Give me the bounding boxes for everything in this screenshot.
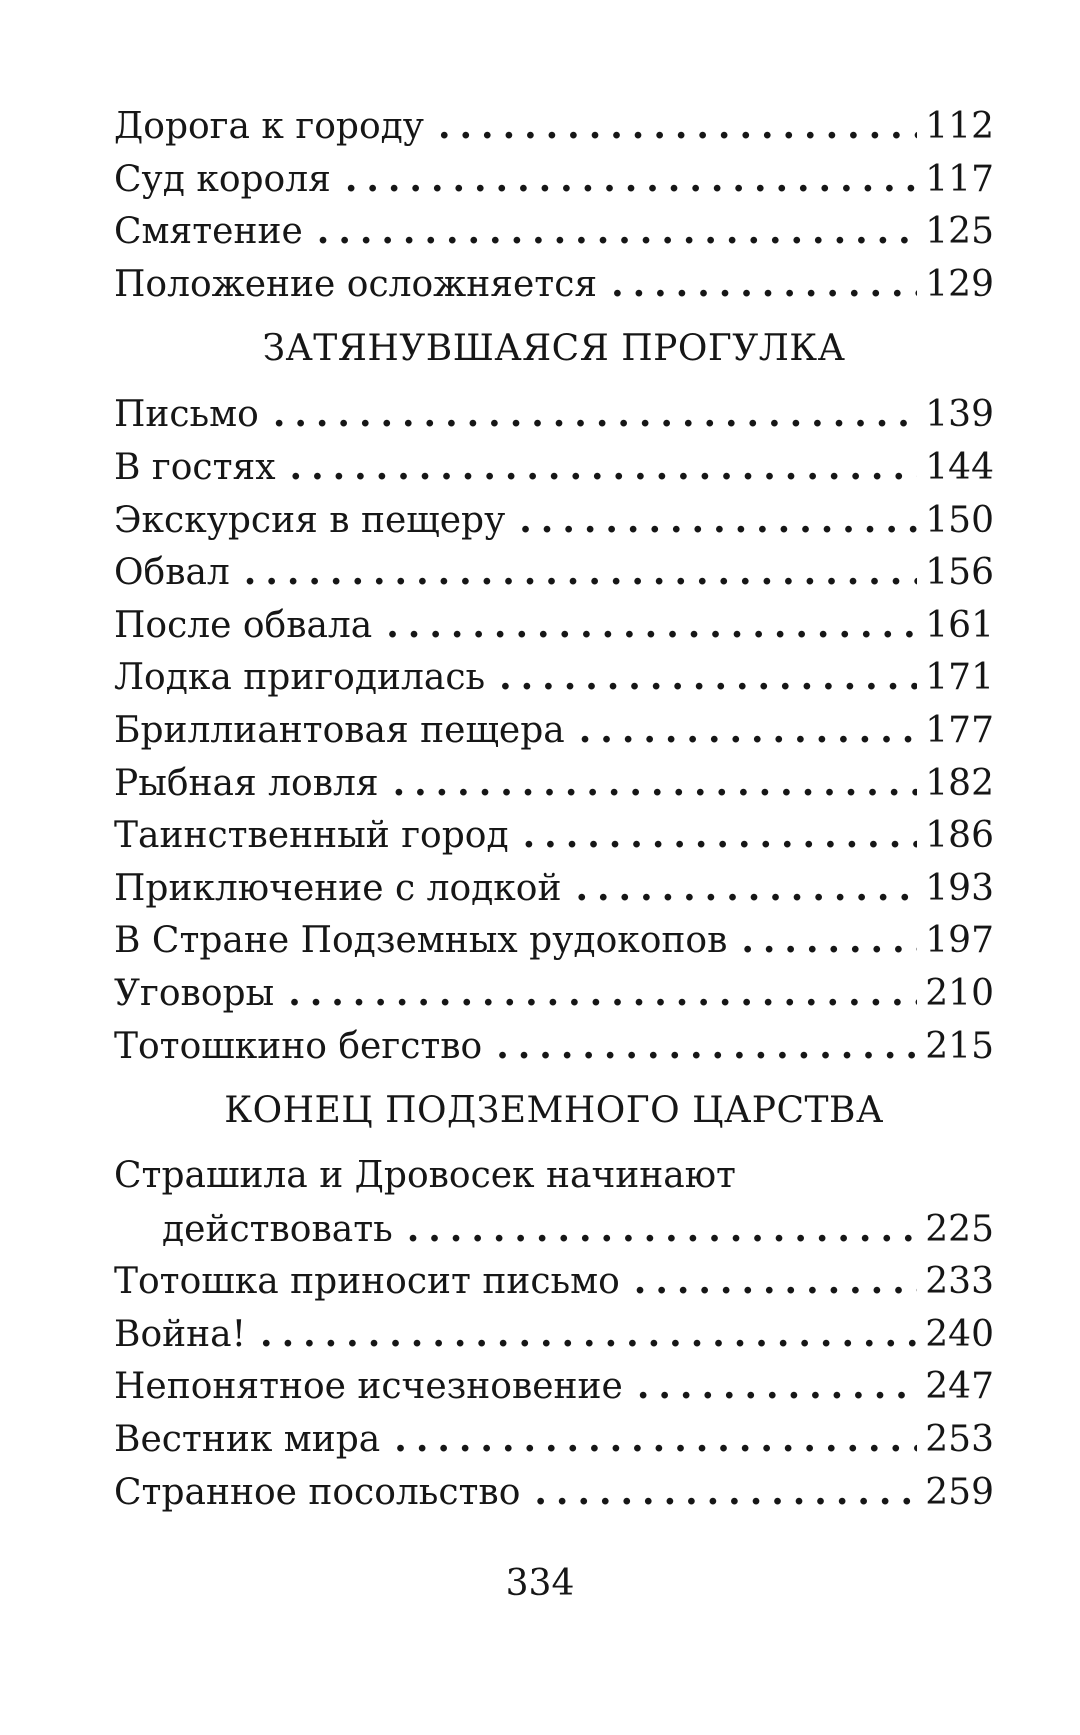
- toc-entry-title: Суд короля: [114, 158, 331, 200]
- toc-entry-title: Приключение с лодкой: [114, 867, 562, 909]
- toc-entry-title: Страшила и Дровосек начинают: [114, 1155, 736, 1197]
- toc-entry-title: Обвал: [114, 552, 230, 594]
- toc-entry: [114, 599, 994, 652]
- toc-entry-page: 125: [925, 211, 994, 253]
- toc-entry-title: Экскурсия в пещеру: [114, 499, 506, 541]
- page-number: 334: [505, 1563, 575, 1604]
- dot-leader: [611, 258, 917, 311]
- section-heading: КОНЕЦ ПОДЗЕМНОГО ЦАРСТВА: [224, 1090, 884, 1132]
- toc-entry: [114, 967, 994, 1020]
- toc-entry-page: 247: [925, 1366, 994, 1408]
- toc-entry-page: 240: [925, 1313, 994, 1355]
- toc-entry-title: действовать: [162, 1208, 393, 1250]
- toc-entry: [114, 494, 994, 547]
- dot-leader: [519, 494, 917, 547]
- toc-entry-page: 150: [925, 499, 994, 541]
- dot-leader: [499, 651, 917, 704]
- dot-leader: [260, 1308, 917, 1361]
- toc-entry-title: Уговоры: [114, 972, 275, 1014]
- toc-entry-page: 139: [925, 394, 994, 436]
- toc-entry-title: Война!: [114, 1313, 247, 1355]
- toc-entry-title: Бриллиантовая пещера: [114, 709, 565, 751]
- dot-leader: [407, 1203, 918, 1256]
- toc-entry: [114, 388, 994, 441]
- toc-entry-page: 186: [925, 815, 994, 857]
- dot-leader: [575, 862, 917, 915]
- dot-leader: [386, 599, 917, 652]
- toc-entry-title: Письмо: [114, 394, 259, 436]
- toc-entry-title: Вестник мира: [114, 1419, 381, 1461]
- toc-entry-page: 259: [925, 1471, 994, 1513]
- toc-entry-page: 193: [925, 867, 994, 909]
- toc-entry-page: 225: [925, 1208, 994, 1250]
- dot-leader: [579, 704, 918, 757]
- toc-entry-title: Тотошка приносит письмо: [114, 1261, 620, 1303]
- toc-entry: [114, 862, 994, 915]
- toc-entry-title: Тотошкино бегство: [114, 1025, 483, 1067]
- toc-entry-title: Странное посольство: [114, 1471, 521, 1513]
- dot-leader: [317, 205, 918, 258]
- toc-entry: [114, 1413, 994, 1466]
- toc-entry-title: Непонятное исчезновение: [114, 1366, 623, 1408]
- toc-entry-page: 197: [925, 920, 994, 962]
- toc-entry: [114, 704, 994, 757]
- toc-entry: [114, 1255, 994, 1308]
- dot-leader: [244, 546, 917, 599]
- toc-entry-first-line: [114, 1150, 994, 1203]
- toc-entry-page: 215: [925, 1025, 994, 1067]
- toc-entry: [114, 441, 994, 494]
- table-of-contents: [114, 100, 994, 1518]
- toc-entry: [114, 757, 994, 810]
- toc-entry-title: В гостях: [114, 446, 276, 488]
- dot-leader: [637, 1360, 917, 1413]
- toc-entry: [114, 809, 994, 862]
- toc-entry-title: Таинственный город: [114, 815, 509, 857]
- dot-leader: [523, 809, 918, 862]
- toc-entry: [114, 1466, 994, 1519]
- toc-entry-page: 129: [925, 263, 994, 305]
- dot-leader: [634, 1255, 917, 1308]
- toc-entry: [114, 258, 994, 311]
- dot-leader: [393, 757, 918, 810]
- toc-entry-title: Рыбная ловля: [114, 762, 379, 804]
- toc-entry: [114, 546, 994, 599]
- dot-leader: [345, 153, 917, 206]
- toc-entry-page: 144: [925, 446, 994, 488]
- toc-entry-title: Положение осложняется: [114, 263, 598, 305]
- toc-entry-page: 117: [925, 158, 994, 200]
- toc-entry: [114, 1308, 994, 1361]
- toc-entry-title: После обвала: [114, 604, 373, 646]
- toc-entry: [114, 1020, 994, 1073]
- dot-leader: [496, 1020, 917, 1073]
- dot-leader: [290, 441, 918, 494]
- toc-entry-page: 171: [925, 657, 994, 699]
- section-heading: ЗАТЯНУВШАЯСЯ ПРОГУЛКА: [262, 328, 846, 370]
- dot-leader: [394, 1413, 917, 1466]
- dot-leader: [273, 388, 917, 441]
- toc-entry: [114, 205, 994, 258]
- toc-entry-page: 233: [925, 1261, 994, 1303]
- toc-entry-page: 161: [925, 604, 994, 646]
- toc-entry-title: Смятение: [114, 211, 303, 253]
- toc-entry-page: 182: [925, 762, 994, 804]
- toc-entry: [114, 1360, 994, 1413]
- toc-entry-page: 177: [925, 709, 994, 751]
- dot-leader: [438, 100, 917, 153]
- toc-entry: [114, 914, 994, 967]
- dot-leader: [534, 1466, 917, 1519]
- dot-leader: [741, 914, 917, 967]
- dot-leader: [288, 967, 917, 1020]
- toc-entry-title: Лодка пригодилась: [114, 657, 486, 699]
- toc-entry-title: В Стране Подземных рудокопов: [114, 920, 728, 962]
- toc-entry-page: 112: [925, 106, 994, 147]
- toc-entry: [114, 100, 994, 153]
- toc-entry: [114, 651, 994, 704]
- toc-entry-continuation: [114, 1203, 994, 1256]
- toc-entry-page: 253: [925, 1419, 994, 1461]
- toc-entry: [114, 153, 994, 206]
- toc-entry-title: Дорога к городу: [114, 106, 424, 147]
- toc-entry-page: 156: [925, 552, 994, 594]
- toc-entry-page: 210: [925, 972, 994, 1014]
